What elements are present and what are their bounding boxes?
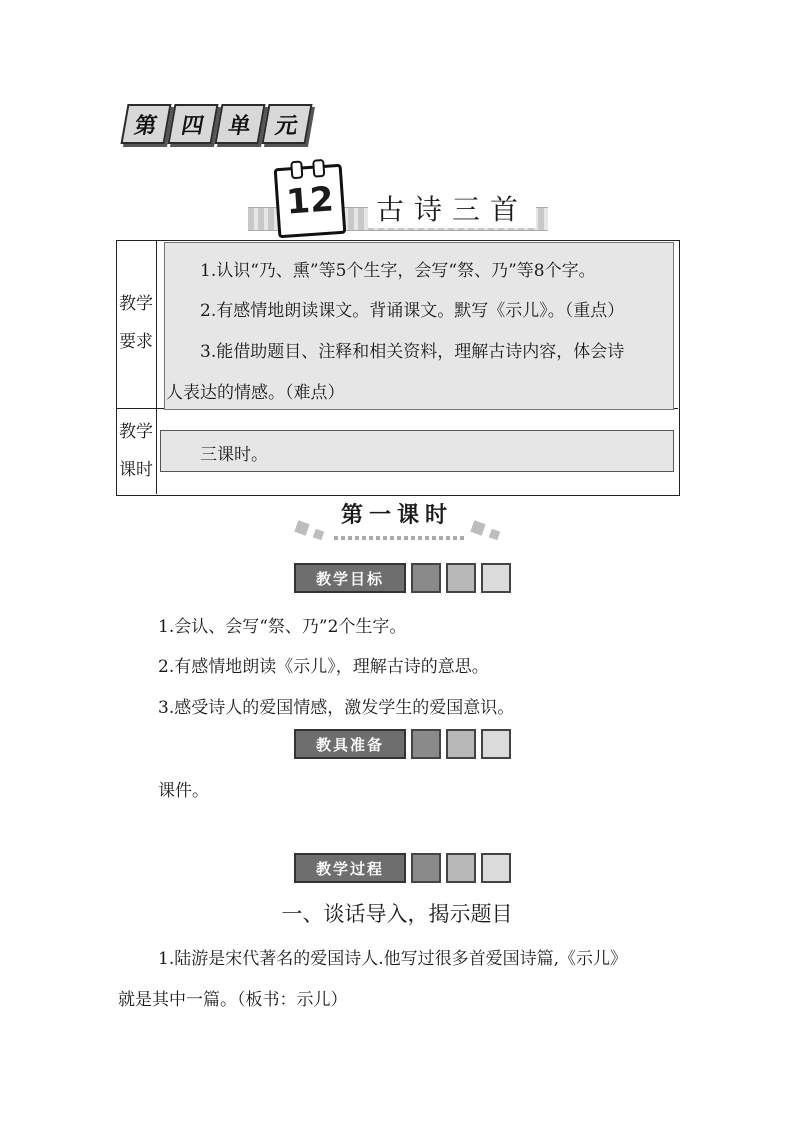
prep-text: 课件。 bbox=[158, 781, 209, 801]
tag-label: 教具准备 bbox=[294, 729, 406, 759]
paragraph-line: 1.陆游是宋代著名的爱国诗人.他写过很多首爱国诗篇,《示儿》 bbox=[158, 949, 628, 969]
decorative-square bbox=[313, 529, 325, 541]
tag-square bbox=[446, 729, 476, 759]
unit-banner-char: 四 bbox=[167, 104, 218, 144]
row-label-line: 教学 bbox=[119, 294, 153, 314]
tag-square bbox=[446, 563, 476, 593]
lesson-title: 古诗三首 bbox=[368, 188, 536, 228]
tag-square bbox=[481, 853, 511, 883]
objective-line: 1.会认、会写“祭、乃”2个生字。 bbox=[158, 617, 407, 637]
decorative-square bbox=[489, 529, 501, 541]
lesson-number-badge bbox=[274, 164, 347, 239]
row-label-requirements bbox=[116, 285, 156, 361]
objective-line: 2.有感情地朗读《示儿》，理解古诗的意思。 bbox=[158, 657, 489, 677]
tag-square bbox=[411, 853, 441, 883]
tag-square bbox=[481, 563, 511, 593]
tag-square bbox=[411, 729, 441, 759]
decorative-square bbox=[470, 520, 485, 535]
tag-square bbox=[481, 729, 511, 759]
goal-line: 人表达的情感。（难点） bbox=[166, 383, 345, 403]
hours-text: 三课时。 bbox=[200, 445, 268, 465]
tag-label: 教学目标 bbox=[294, 563, 406, 593]
goal-line: 3.能借助题目、注释和相关资料，理解古诗内容，体会诗 bbox=[200, 342, 625, 362]
tag-teaching-aids bbox=[294, 729, 511, 759]
row-label-line: 要求 bbox=[119, 332, 153, 352]
unit-banner-char: 第 bbox=[120, 104, 171, 144]
tag-square bbox=[411, 563, 441, 593]
unit-banner-char: 元 bbox=[261, 104, 312, 144]
calendar-ring-icon bbox=[290, 160, 303, 179]
lesson-number: 12 bbox=[284, 179, 335, 223]
tag-teaching-goals bbox=[294, 563, 511, 593]
unit-banner bbox=[124, 104, 309, 144]
decorative-square bbox=[294, 520, 309, 535]
tag-label: 教学过程 bbox=[294, 853, 406, 883]
unit-banner-char: 单 bbox=[214, 104, 265, 144]
goal-line: 2.有感情地朗读课文。背诵课文。默写《示儿》。（重点） bbox=[200, 301, 625, 321]
paragraph-line: 就是其中一篇。（板书：示儿） bbox=[118, 990, 348, 1010]
section-title: 第一课时 bbox=[340, 503, 453, 528]
tag-teaching-process bbox=[294, 853, 511, 883]
row-label-hours bbox=[116, 413, 156, 489]
tag-square bbox=[446, 853, 476, 883]
objective-line: 3.感受诗人的爱国情感，激发学生的爱国意识。 bbox=[158, 698, 515, 718]
part-heading: 一、谈话导入，揭示题目 bbox=[281, 902, 513, 926]
goal-line: 1.认识“乃、熏”等5个生字，会写“祭、乃”等8个字。 bbox=[200, 261, 596, 281]
table-divider bbox=[156, 240, 157, 494]
title-underline bbox=[334, 536, 464, 540]
row-label-line: 课时 bbox=[119, 460, 153, 480]
row-label-line: 教学 bbox=[119, 422, 153, 442]
calendar-ring-icon bbox=[312, 159, 325, 178]
